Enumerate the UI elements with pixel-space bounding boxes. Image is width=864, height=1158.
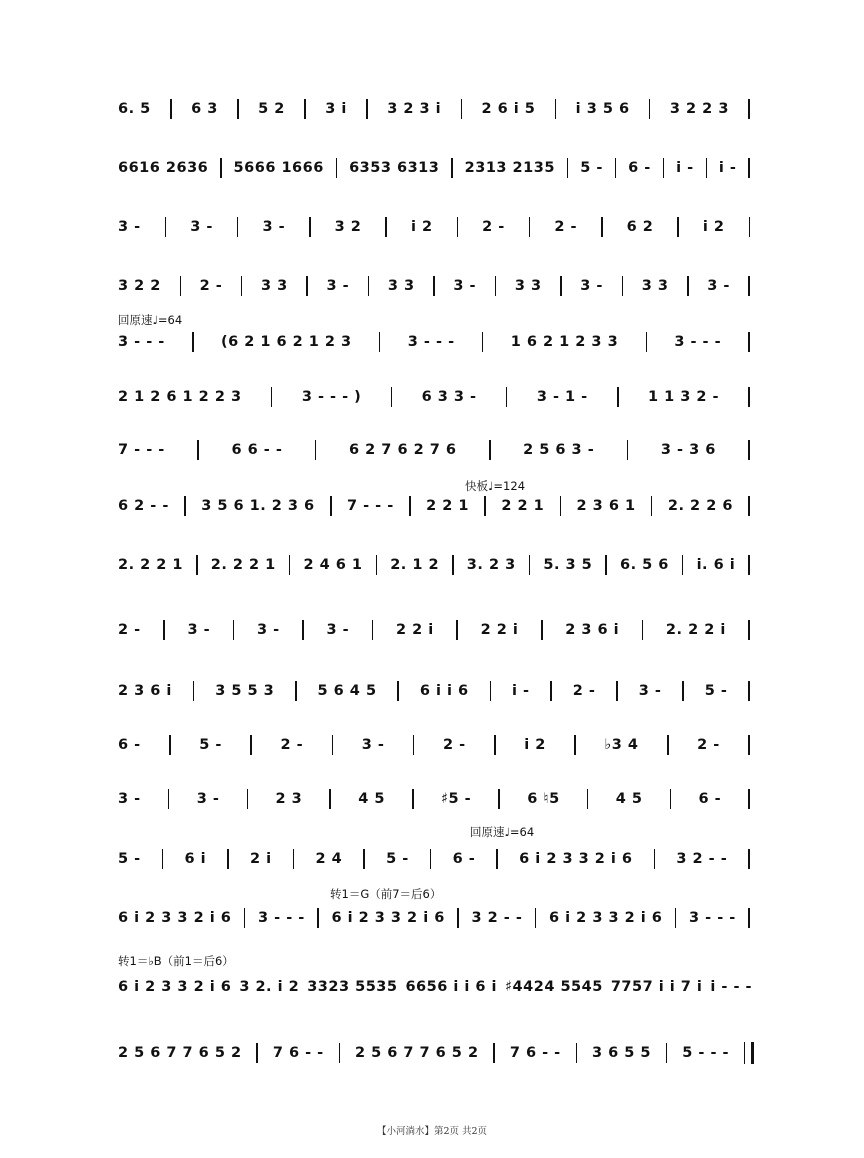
barline [304, 99, 306, 119]
barline [550, 681, 552, 701]
barline [196, 555, 198, 575]
barline [192, 332, 194, 352]
measure: i - [511, 683, 530, 699]
barline [506, 387, 508, 407]
measure: 2 3 6 1 [576, 498, 636, 514]
measure: 3 - [453, 278, 477, 294]
barline [197, 440, 199, 460]
measure: 6 - [452, 851, 476, 867]
measure: 3 - [326, 278, 350, 294]
measure: 6656 i i 6 i [405, 979, 498, 995]
measure: i 2 [702, 219, 725, 235]
measure: 6 i [184, 851, 207, 867]
barline [366, 99, 368, 119]
measure: 2 - [280, 737, 304, 753]
measure: 6353 6313 [349, 160, 440, 176]
measure: 3 - [257, 622, 280, 638]
barline [646, 332, 648, 352]
tempo-marking-primo-2: 回原速♩=64 [470, 825, 535, 839]
measure: 6. 5 6 [619, 557, 669, 573]
barline [616, 681, 618, 701]
barline [247, 789, 249, 809]
measure: 3 5 6 1. 2 3 6 [201, 498, 315, 514]
measure: 3 - [190, 219, 213, 235]
measure: 6616 2636 [118, 160, 209, 176]
barline [748, 620, 750, 640]
barline [748, 555, 750, 575]
measure: 2313 2135 [464, 160, 555, 176]
score-line-12 [118, 730, 754, 760]
measure: 3323 5535 [307, 979, 398, 995]
barline [748, 158, 750, 178]
barline [706, 158, 708, 178]
barline [461, 99, 463, 119]
barline [412, 789, 414, 809]
measure: 4 5 [615, 791, 643, 807]
measure: 3 - - - [674, 334, 722, 350]
barline [306, 276, 308, 296]
page-footer: 【小河淌水】第2页 共2页 [376, 1126, 488, 1137]
barline [490, 681, 492, 701]
measure: 3 5 5 3 [215, 683, 275, 699]
score-line-1 [118, 94, 754, 124]
barline [489, 440, 491, 460]
barline [244, 908, 246, 928]
barline [250, 735, 252, 755]
barline [295, 681, 297, 701]
score-line-7 [118, 435, 754, 465]
barline [336, 158, 338, 178]
measure: 3 - [326, 622, 350, 638]
measure: 3 3 [514, 278, 542, 294]
key-change-bb: 转1＝♭B（前1＝后6） [118, 954, 234, 968]
barline [617, 387, 619, 407]
barline [456, 620, 458, 640]
measure: 2 2 1 [426, 498, 469, 514]
measure: 3 - - - ) [301, 389, 362, 405]
measure: 3 - 3 6 [660, 442, 716, 458]
barline [391, 387, 393, 407]
measure: 5 - [580, 160, 603, 176]
measure: 2 - [572, 683, 596, 699]
measure: i 2 [524, 737, 546, 753]
barline [622, 276, 624, 296]
measure: 3 3 [387, 278, 415, 294]
measure: 3 - [580, 278, 603, 294]
score-line-11 [118, 676, 754, 706]
score-line-17 [118, 1038, 754, 1068]
barline [379, 332, 381, 352]
barline [627, 440, 629, 460]
barline [567, 158, 569, 178]
barline [587, 789, 589, 809]
barline [220, 158, 222, 178]
measure: 3 2 3 i [387, 101, 442, 117]
barline [649, 99, 651, 119]
measure: 3 2 2 [118, 278, 161, 294]
measure: 2 - [199, 278, 223, 294]
measure: i 2 [410, 219, 433, 235]
measure: 2 2 i [396, 622, 434, 638]
measure: 2. 2 2 1 [210, 557, 276, 573]
barline [332, 735, 334, 755]
barline [675, 908, 677, 928]
score-line-2 [118, 153, 754, 183]
barline [457, 217, 459, 237]
measure: 3 2 - - [676, 851, 728, 867]
measure: 3 i [325, 101, 347, 117]
tempo-marking-primo: 回原速♩=64 [118, 313, 183, 327]
measure: 3 3 [261, 278, 288, 294]
measure: 6 i 2 3 3 2 i 6 [331, 910, 445, 926]
measure: 2 1 2 6 1 2 2 3 [118, 389, 242, 405]
barline [363, 849, 365, 869]
measure: 2 5 6 7 7 6 5 2 [354, 1045, 479, 1061]
measure: 1 6 2 1 2 3 3 [510, 334, 619, 350]
measure: i - - - [710, 979, 753, 995]
score-line-5 [118, 327, 754, 357]
score-line-4 [118, 271, 754, 301]
barline [339, 1043, 341, 1063]
barline [687, 276, 689, 296]
measure: 6 i 2 3 3 2 i 6 [519, 851, 633, 867]
measure: i. 6 i [696, 557, 736, 573]
barline [748, 276, 750, 296]
measure: 6 i 2 3 3 2 i 6 [118, 910, 232, 926]
barline [495, 276, 497, 296]
barline [482, 332, 484, 352]
measure: 4 5 [358, 791, 385, 807]
barline [227, 849, 229, 869]
barline [529, 555, 531, 575]
measure: 2 - [118, 622, 141, 638]
measure: 6 2 [626, 219, 654, 235]
measure: 2 3 6 i [565, 622, 620, 638]
barline [162, 849, 164, 869]
barline [541, 620, 543, 640]
score-line-10 [118, 615, 754, 645]
barline [496, 849, 498, 869]
measure: 5 - [386, 851, 409, 867]
barline [271, 387, 273, 407]
score-line-3 [118, 212, 754, 242]
barline [748, 681, 750, 701]
score-line-8 [118, 491, 754, 521]
barline [615, 158, 617, 178]
barline [576, 1043, 578, 1063]
measure: 2. 2 2 i [665, 622, 726, 638]
measure: 3 - - - [118, 334, 165, 350]
measure: 2 4 [315, 851, 343, 867]
barline [302, 620, 304, 640]
measure: ♯5 - [441, 791, 472, 807]
barline [241, 276, 243, 296]
barline [368, 276, 370, 296]
barline [560, 496, 562, 516]
measure: 2 3 6 i [118, 683, 172, 699]
measure: 3 2 [334, 219, 362, 235]
barline [237, 217, 239, 237]
barline [667, 735, 669, 755]
barline [670, 789, 672, 809]
measure: 7 - - - [346, 498, 394, 514]
barline [293, 849, 295, 869]
measure: i - [718, 160, 737, 176]
barline [385, 217, 387, 237]
measure: 2 i [250, 851, 272, 867]
measure: 3 2 2 3 [669, 101, 729, 117]
measure: 2. 2 2 6 [667, 498, 733, 514]
measure: 6 2 7 6 2 7 6 [349, 442, 457, 458]
measure: i 3 5 6 [575, 101, 630, 117]
measure: 5 - [118, 851, 141, 867]
measure: 3 - [187, 622, 211, 638]
measure: 5 2 [258, 101, 285, 117]
barline [169, 735, 171, 755]
measure: 6. 5 [118, 101, 151, 117]
barline [749, 217, 751, 237]
score-line-9 [118, 550, 754, 580]
measure: 5 - [199, 737, 222, 753]
measure: 3 - - - [689, 910, 736, 926]
barline [555, 99, 557, 119]
measure: 2 6 i 5 [481, 101, 536, 117]
barline [430, 849, 432, 869]
measure: ♭3 4 [604, 737, 639, 753]
measure: 6 i i 6 [419, 683, 469, 699]
score-line-15 [118, 903, 754, 933]
barline [748, 99, 750, 119]
barline [494, 735, 496, 755]
measure: 7 6 - - [272, 1045, 324, 1061]
measure: 2 3 [275, 791, 303, 807]
measure: 2. 1 2 [390, 557, 440, 573]
barline [666, 1043, 668, 1063]
measure: 7757 i i 7 i [610, 979, 703, 995]
barline [601, 217, 603, 237]
measure: 6 - [118, 737, 141, 753]
measure: 3 - [707, 278, 730, 294]
measure: 6 ♮5 [527, 791, 560, 807]
barline [748, 496, 750, 516]
barline [642, 620, 644, 640]
measure: 2 - [554, 219, 577, 235]
barline [529, 217, 531, 237]
measure: 5 6 4 5 [317, 683, 377, 699]
measure: (6 2 1 6 2 1 2 3 [220, 334, 352, 350]
measure: 6 2 - - [118, 498, 169, 514]
barline [289, 555, 291, 575]
measure: 3 - [638, 683, 662, 699]
measure: 6 - [628, 160, 651, 176]
measure: 3 2. i 2 [239, 979, 300, 995]
score-line-13 [118, 784, 754, 814]
measure: 3 2 - - [471, 910, 523, 926]
barline [330, 496, 332, 516]
barline [493, 1043, 495, 1063]
measure: 6 i 2 3 3 2 i 6 [549, 910, 663, 926]
measure: 5 - [704, 683, 728, 699]
score-line-6 [118, 382, 754, 412]
score-line-14 [118, 844, 754, 874]
measure: 3 - [118, 791, 141, 807]
measure: 3 - - - [407, 334, 455, 350]
barline [748, 789, 750, 809]
measure: 6 3 [191, 101, 218, 117]
barline [663, 158, 665, 178]
tempo-marking-fast: 快板♩=124 [465, 479, 526, 493]
barline [498, 789, 500, 809]
measure: 2 - [697, 737, 720, 753]
measure: ♯4424 5545 [505, 979, 603, 995]
barline [560, 276, 562, 296]
measure: 3 - [196, 791, 220, 807]
barline [170, 99, 172, 119]
measure: 5. 3 5 [543, 557, 593, 573]
barline [748, 908, 750, 928]
barline [165, 217, 167, 237]
barline [682, 681, 684, 701]
barline [317, 908, 319, 928]
measure: 2 5 6 7 7 6 5 2 [118, 1045, 242, 1061]
measure: i - [676, 160, 694, 176]
barline [376, 555, 378, 575]
barline [237, 99, 239, 119]
measure: 2 2 1 [501, 498, 545, 514]
barline [484, 496, 486, 516]
measure: 6 3 3 - [421, 389, 477, 405]
barline [397, 681, 399, 701]
measure: 2 4 6 1 [303, 557, 363, 573]
barline [654, 849, 656, 869]
barline [168, 789, 170, 809]
barline [457, 908, 459, 928]
measure: 2 - [443, 737, 466, 753]
measure: 3 - [118, 219, 141, 235]
final-double-barline [744, 1042, 754, 1064]
barline [193, 681, 195, 701]
barline [184, 496, 186, 516]
barline [180, 276, 182, 296]
measure: 5 - - - [682, 1045, 730, 1061]
measure: 2. 2 2 1 [118, 557, 184, 573]
key-change-g: 转1＝G（前7＝后6） [330, 887, 442, 901]
barline [748, 849, 750, 869]
barline [163, 620, 165, 640]
barline [451, 158, 453, 178]
barline [535, 908, 537, 928]
measure: 3 6 5 5 [591, 1045, 651, 1061]
measure: 7 6 - - [509, 1045, 561, 1061]
measure: 7 - - - [118, 442, 165, 458]
measure: 2 2 i [480, 622, 519, 638]
measure: 3 - [361, 737, 385, 753]
barline [748, 387, 750, 407]
barline [309, 217, 311, 237]
barline [651, 496, 653, 516]
barline [372, 620, 374, 640]
barline [605, 555, 607, 575]
measure: 3 3 [641, 278, 669, 294]
barline [329, 789, 331, 809]
barline [682, 555, 684, 575]
barline [413, 735, 415, 755]
barline [433, 276, 435, 296]
measure: 2 - [482, 219, 505, 235]
barline [677, 217, 679, 237]
barline [574, 735, 576, 755]
score-line-16 [118, 972, 754, 1002]
measure: 3 - - - [258, 910, 305, 926]
barline [748, 332, 750, 352]
measure: 3 - [262, 219, 286, 235]
barline [233, 620, 235, 640]
measure: 2 5 6 3 - [523, 442, 595, 458]
measure: 3. 2 3 [466, 557, 516, 573]
barline [409, 496, 411, 516]
measure: 6 - [698, 791, 722, 807]
measure: 5666 1666 [233, 160, 324, 176]
measure: 3 - 1 - [536, 389, 588, 405]
measure: 1 1 3 2 - [647, 389, 720, 405]
measure: 6 6 - - [231, 442, 283, 458]
barline [748, 440, 750, 460]
barline [748, 735, 750, 755]
measure: 6 i 2 3 3 2 i 6 [118, 979, 232, 995]
barline [256, 1043, 258, 1063]
barline [315, 440, 317, 460]
barline [452, 555, 454, 575]
